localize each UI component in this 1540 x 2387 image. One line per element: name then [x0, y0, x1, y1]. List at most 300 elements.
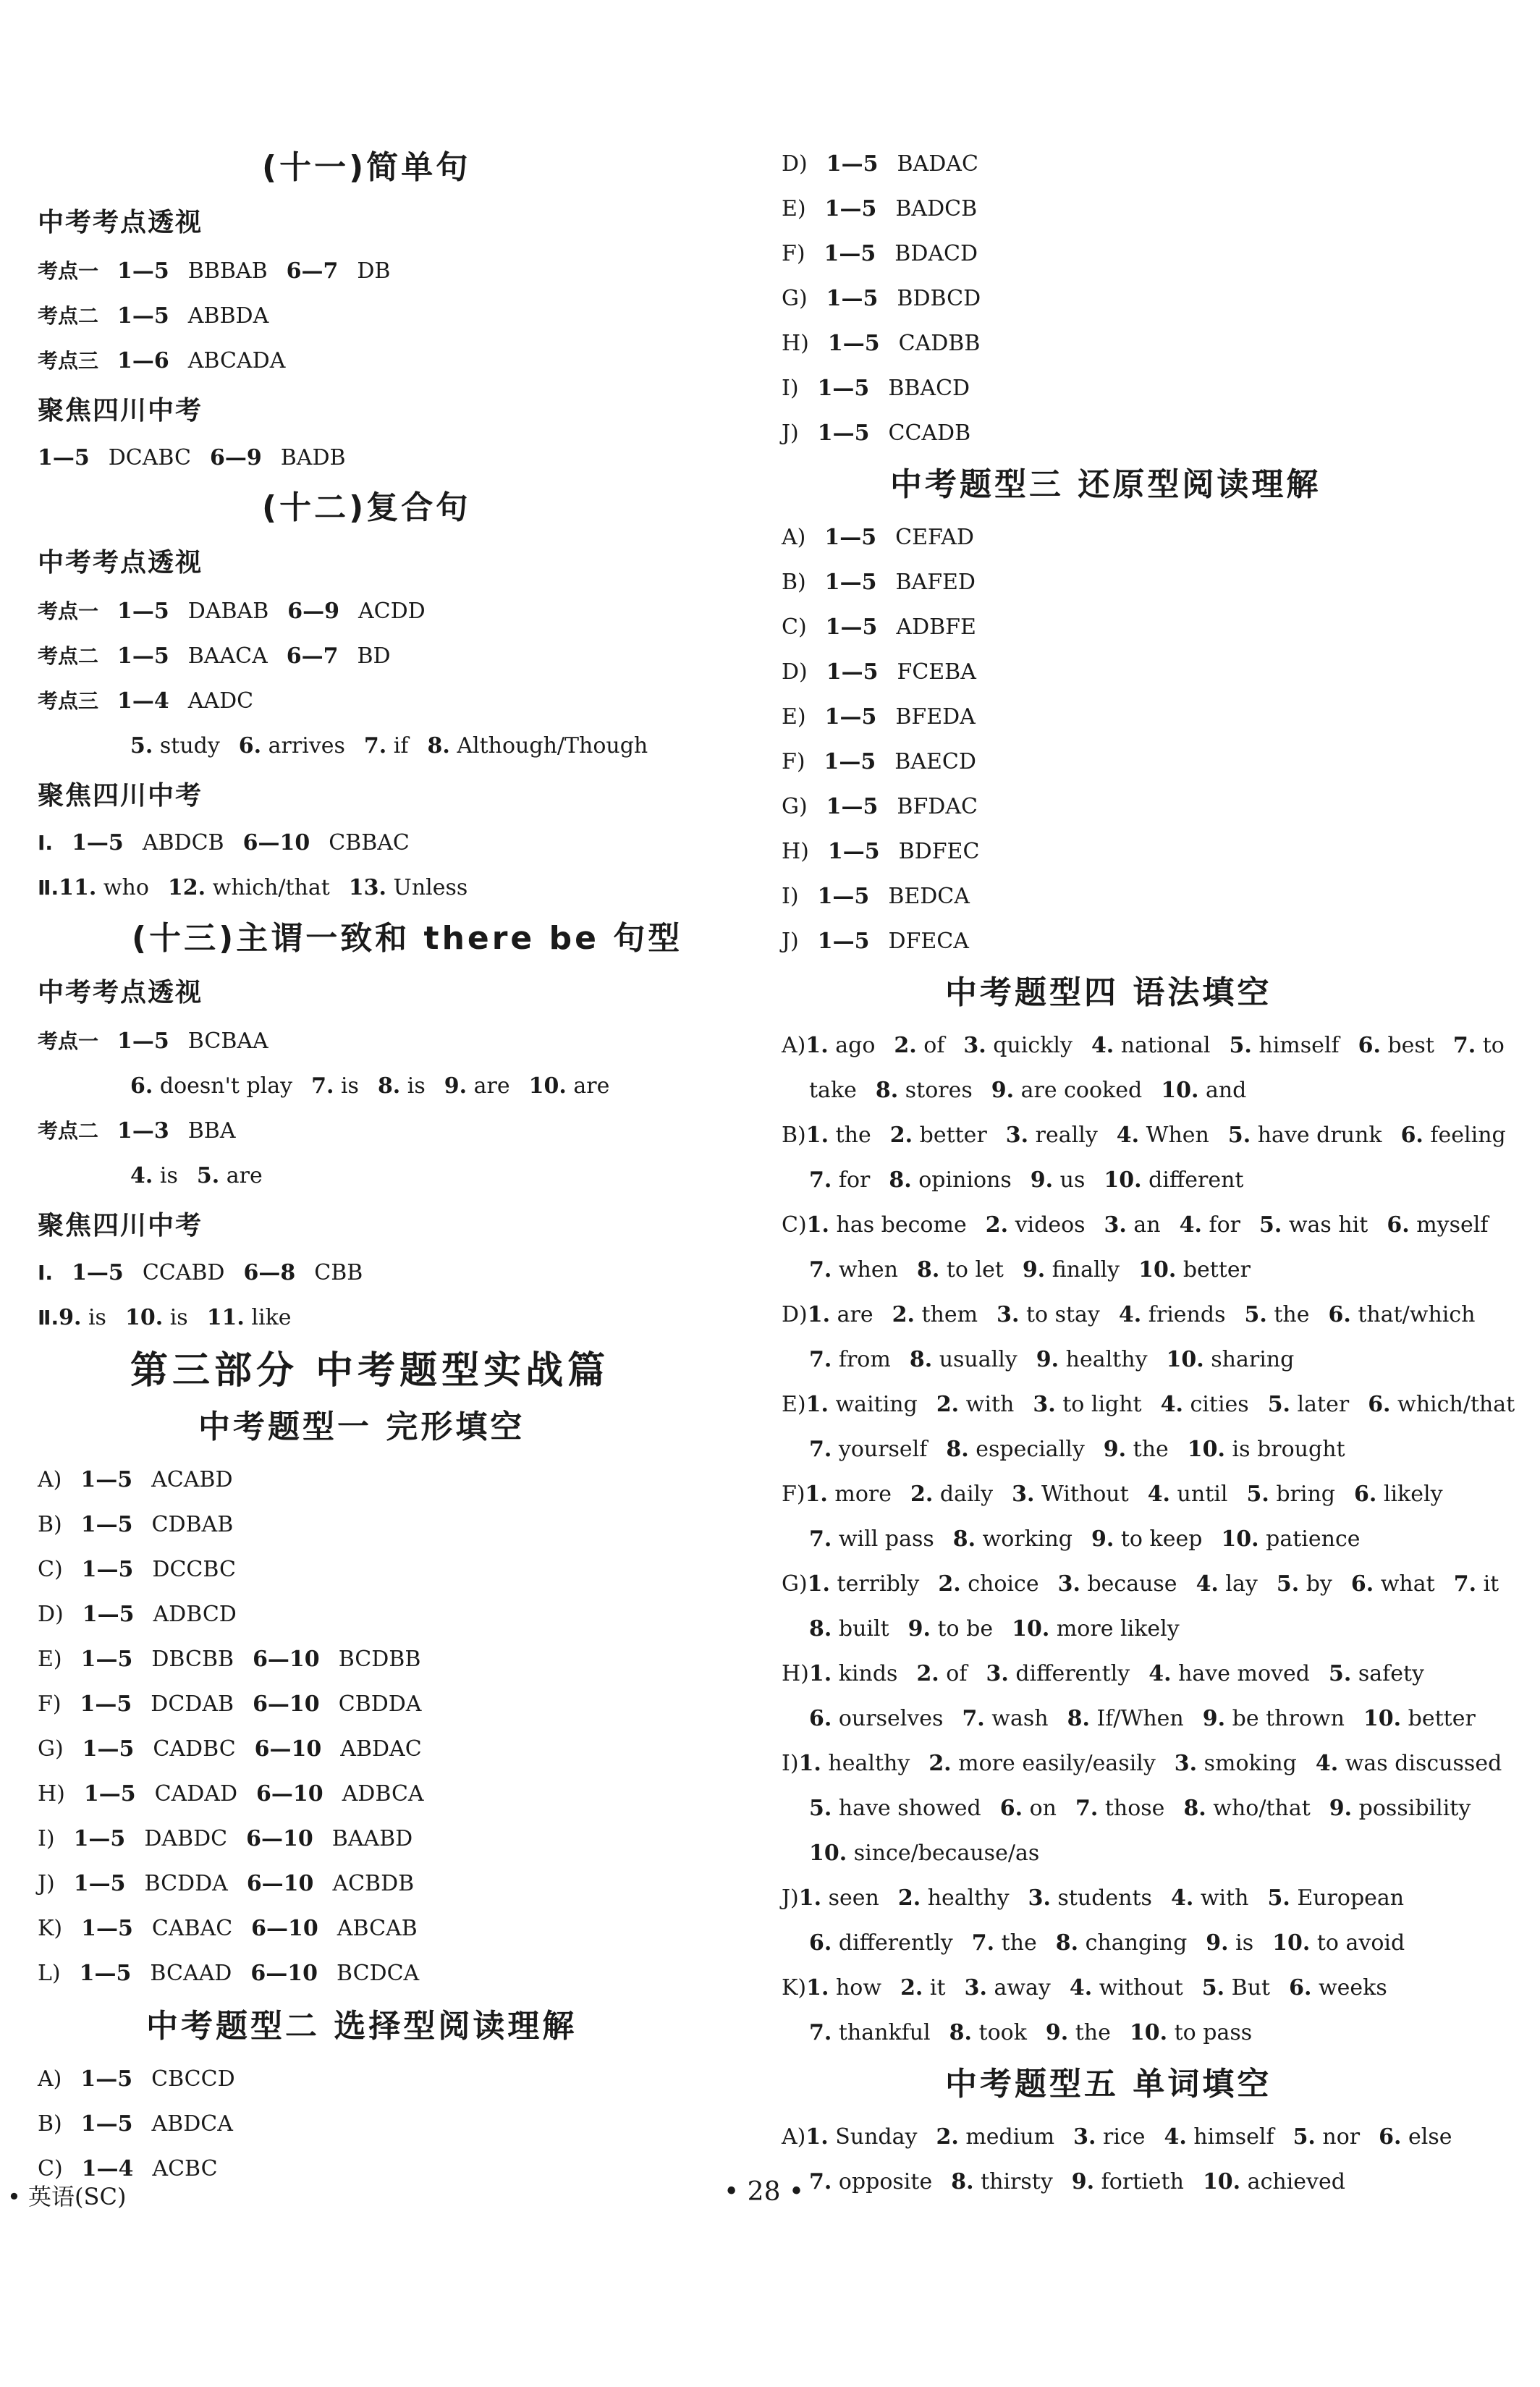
question-number: 11. [206, 1305, 245, 1330]
row-label: B) [782, 570, 806, 595]
row-label: 考点三 [38, 689, 99, 713]
question-number: 10. [1272, 1930, 1311, 1956]
question-number: 1. [806, 1212, 829, 1238]
answer-text: to [1476, 1033, 1505, 1058]
answer-key: BFEDA [895, 704, 976, 730]
answer-text: how [829, 1975, 882, 2001]
question-number: 9. [908, 1616, 931, 1642]
answer-row [782, 796, 978, 818]
question-number: 8. [909, 1347, 933, 1372]
answer-row [38, 258, 391, 284]
question-number: 7. [809, 1257, 832, 1283]
question-number: 3. [997, 1302, 1020, 1327]
question-range: 1—5 [83, 1781, 136, 1807]
question-number: 10. [809, 1841, 847, 1866]
answer-text: for [1201, 1212, 1240, 1238]
answer-text: seen [821, 1885, 879, 1911]
answer-key: CADBC [153, 1736, 236, 1762]
question-range: 1—5 [826, 659, 879, 685]
question-number: 5. [1227, 1123, 1251, 1148]
fill-row [38, 877, 468, 899]
answer-key: ACBC [152, 2156, 218, 2181]
question-number: 6. [1358, 1033, 1381, 1058]
question-number: 10. [1012, 1616, 1050, 1642]
answer-text: weeks [1311, 1975, 1387, 2001]
answer-key: BFDAC [897, 794, 978, 819]
answer-text: differently [1008, 1661, 1130, 1686]
answer-text: what [1374, 1571, 1435, 1597]
answer-text: the [994, 1930, 1037, 1956]
answer-key: ABBDA [187, 303, 269, 329]
answer-row [38, 601, 426, 622]
row-label: F) [782, 749, 805, 774]
subsection-title: 聚焦四川中考 [38, 396, 203, 426]
answer-text: quickly [986, 1033, 1072, 1058]
answer-key: ACDD [358, 599, 426, 624]
question-range: 1—5 [824, 749, 876, 774]
question-number: 1. [805, 1482, 828, 1507]
answer-text: sharing [1203, 1347, 1295, 1372]
answer-row [38, 832, 410, 854]
answer-key: BCDBB [338, 1647, 421, 1672]
question-number: 5. [809, 1796, 832, 1821]
row-label: J) [782, 1885, 799, 1911]
question-number: 10. [1166, 1347, 1204, 1372]
fill-row [809, 1349, 1294, 1371]
answer-text: who/that [1206, 1796, 1311, 1821]
answer-key: DCABC [108, 445, 191, 470]
answer-row [38, 2066, 235, 2092]
question-number: 3. [1033, 1392, 1056, 1417]
answer-text: when [832, 1257, 898, 1283]
question-number: 9. [1071, 2169, 1095, 2194]
question-number: 3. [1073, 2124, 1096, 2150]
answer-text: changing [1078, 1930, 1188, 1956]
question-range: 1—5 [117, 643, 169, 669]
answer-text: of [939, 1661, 968, 1686]
row-label: A) [782, 525, 806, 550]
row-label: 考点一 [38, 259, 99, 283]
answer-text: videos [1008, 1212, 1086, 1238]
answer-key: ADBCA [342, 1781, 424, 1807]
question-range: 6—10 [253, 1647, 320, 1672]
question-range: 1—5 [117, 1028, 169, 1054]
answer-text: national [1114, 1033, 1211, 1058]
answer-key: CBBAC [329, 830, 410, 855]
answer-key: CBB [314, 1260, 363, 1285]
question-number: 3. [963, 1033, 986, 1058]
question-range: 6—9 [209, 445, 262, 470]
fill-row [782, 1394, 1515, 1416]
question-number: 6. [1353, 1482, 1377, 1507]
question-number: 3. [1005, 1123, 1029, 1148]
answer-text: healthy [921, 1885, 1010, 1911]
question-number: 4. [1179, 1212, 1202, 1238]
answer-text: from [832, 1347, 891, 1372]
section-title: 中考题型四 语法填空 [945, 974, 1272, 1011]
answer-text: an [1126, 1212, 1161, 1238]
question-range: 6—7 [286, 258, 339, 284]
answer-key: BDACD [894, 241, 978, 266]
question-number: 10. [1202, 2169, 1241, 2194]
question-range: 6—10 [250, 1961, 318, 1986]
question-number: 2. [894, 1033, 917, 1058]
question-number: 6. [999, 1796, 1023, 1821]
question-number: 2. [938, 1571, 961, 1597]
answer-text: on [1023, 1796, 1057, 1821]
answer-text: who [96, 875, 149, 900]
answer-text: healthy [1059, 1347, 1148, 1372]
question-number: 1. [805, 1123, 829, 1148]
question-number: 1. [807, 1571, 830, 1597]
answer-text: students [1050, 1885, 1152, 1911]
answer-text: are [566, 1073, 610, 1099]
answer-key: ABDCA [151, 2111, 233, 2137]
row-label: C) [782, 1212, 807, 1238]
answer-text: best [1380, 1033, 1434, 1058]
answer-text: better [1401, 1706, 1476, 1731]
answer-key: FCEBA [897, 659, 976, 685]
answer-key: ABDAC [340, 1736, 422, 1762]
row-label: G) [782, 1571, 808, 1597]
row-label: I) [782, 884, 799, 909]
row-label: H) [782, 331, 809, 356]
fill-row [809, 1932, 1405, 1954]
answer-text: are [467, 1073, 510, 1099]
question-number: 5. [1229, 1033, 1252, 1058]
answer-row [38, 2113, 233, 2135]
answer-text: If/When [1089, 1706, 1184, 1731]
answer-row [38, 1736, 422, 1762]
answer-text: is brought [1225, 1437, 1345, 1462]
question-number: 2. [985, 1212, 1009, 1238]
answer-text: is [400, 1073, 426, 1099]
answer-text: ago [828, 1033, 876, 1058]
question-number: 4. [130, 1163, 153, 1188]
row-label: G) [782, 794, 808, 819]
question-range: 1—5 [827, 839, 880, 864]
answer-text: working [976, 1526, 1072, 1552]
question-range: 6—10 [251, 1916, 318, 1941]
question-range: 6—10 [256, 1781, 323, 1807]
question-range: 1—5 [826, 151, 879, 177]
fill-row [782, 1484, 1443, 1505]
question-number: 2. [928, 1751, 952, 1776]
answer-text: Sunday [828, 2124, 918, 2150]
answer-row [38, 305, 268, 327]
fill-row [782, 1663, 1424, 1685]
fill-row [782, 1573, 1499, 1595]
question-number: 8. [949, 2020, 972, 2045]
question-number: 5. [1267, 1392, 1291, 1417]
row-label: K) [38, 1916, 63, 1941]
answer-text: more likely [1049, 1616, 1180, 1642]
answer-text: choice [960, 1571, 1039, 1597]
row-label: B) [38, 2111, 62, 2137]
answer-row [782, 886, 970, 908]
question-number: 6. [1350, 1571, 1374, 1597]
answer-key: BCDCA [336, 1961, 420, 1986]
question-range: 1—4 [117, 688, 169, 714]
answer-key: BD [357, 643, 391, 669]
question-number: 7. [809, 1437, 832, 1462]
answer-text: European [1290, 1885, 1405, 1911]
row-label: I) [38, 1826, 55, 1851]
fill-row [809, 1708, 1476, 1730]
answer-text: have drunk [1251, 1123, 1382, 1148]
answer-text: more easily/easily [951, 1751, 1156, 1776]
subsection-title: 聚焦四川中考 [38, 781, 203, 811]
question-range: 1—5 [825, 614, 878, 640]
fill-row [782, 1885, 1405, 1911]
answer-text: which/that [1390, 1392, 1515, 1417]
question-number: 10. [1363, 1706, 1402, 1731]
question-range: 1—5 [80, 2066, 133, 2092]
answer-key: ACBDB [332, 1871, 415, 1896]
question-range: 1—5 [73, 1871, 126, 1896]
question-number: 9. [1202, 1706, 1226, 1731]
answer-key: ACABD [151, 1467, 233, 1492]
answer-text: healthy [821, 1751, 910, 1776]
answer-key: BADB [280, 445, 346, 470]
answer-text: finally [1045, 1257, 1120, 1283]
row-label: K) [782, 1975, 807, 2001]
question-range: 1—5 [72, 1260, 124, 1285]
question-number: 4. [1170, 1885, 1194, 1911]
answer-text: achieved [1240, 2169, 1345, 2194]
answer-text: have showed [832, 1796, 981, 1821]
question-number: 8. [952, 1526, 976, 1552]
row-label: Ⅰ. [38, 1261, 54, 1285]
question-number: 8. [1183, 1796, 1206, 1821]
question-range: 1—5 [817, 929, 870, 954]
section-title: 中考题型一 完形填空 [198, 1408, 525, 1445]
question-range: 1—5 [817, 376, 870, 401]
question-range: 1—5 [824, 525, 877, 550]
answer-key: ABDCB [142, 830, 224, 855]
answer-text: yourself [832, 1437, 928, 1462]
answer-text: differently [832, 1930, 953, 1956]
answer-text: and [1198, 1078, 1247, 1103]
answer-text: fortieth [1094, 2169, 1184, 2194]
answer-key: ADBFE [896, 614, 976, 640]
section-title: (十三)主谓一致和 there be 句型 [132, 920, 683, 957]
question-number: 6. [1289, 1975, 1312, 2001]
answer-key: BCDDA [144, 1871, 228, 1896]
question-number: 3. [1174, 1751, 1198, 1776]
answer-row [782, 614, 976, 640]
row-label: F) [782, 241, 805, 266]
question-number: 6. [1387, 1212, 1410, 1238]
question-range: 1—5 [81, 1557, 134, 1582]
subsection-title: 中考考点透视 [38, 548, 203, 578]
question-number: 7. [809, 1526, 832, 1552]
question-number: 4. [1091, 1033, 1114, 1058]
question-number: 9. [1091, 1526, 1114, 1552]
question-number: 5. [1244, 1302, 1267, 1327]
answer-key: BCAAD [150, 1961, 232, 1986]
question-number: 5. [196, 1163, 220, 1188]
question-range: 1—5 [38, 445, 90, 470]
answer-text: since/because/as [847, 1841, 1040, 1866]
row-label: 考点二 [38, 1119, 99, 1143]
question-range: 1—5 [80, 1467, 133, 1492]
answer-text: usually [932, 1347, 1018, 1372]
answer-text: better [1176, 1257, 1251, 1283]
row-label: 考点二 [38, 304, 99, 328]
subsection-title: 聚焦四川中考 [38, 1211, 203, 1241]
answer-key: DFECA [888, 929, 969, 954]
question-number: 2. [916, 1661, 939, 1686]
answer-text: are cooked [1014, 1078, 1143, 1103]
question-number: 10. [1129, 2020, 1168, 2045]
subsection-title: 中考考点透视 [38, 978, 203, 1007]
question-number: 8. [809, 1616, 832, 1642]
question-range: 6—8 [243, 1260, 296, 1285]
answer-text: are [830, 1302, 873, 1327]
question-number: 6. [1379, 2124, 1402, 2150]
answer-key: CADAD [154, 1781, 238, 1807]
question-number: 7. [962, 1706, 985, 1731]
fill-row [809, 2171, 1345, 2193]
answer-key: BBACD [888, 376, 970, 401]
answer-text: of [916, 1033, 945, 1058]
answer-text: the [1266, 1302, 1310, 1327]
question-number: 9. [59, 1305, 82, 1330]
question-number: 3. [1057, 1571, 1080, 1597]
question-number: 10. [1138, 1257, 1177, 1283]
answer-row [38, 1469, 233, 1491]
answer-row [782, 706, 976, 728]
answer-text: with [1193, 1885, 1249, 1911]
answer-text: study [153, 733, 220, 759]
answer-text: feeling [1423, 1123, 1506, 1148]
question-number: 9. [1022, 1257, 1046, 1283]
question-number: 9. [1036, 1347, 1059, 1372]
question-number: 6. [809, 1706, 832, 1731]
answer-text: with [959, 1392, 1015, 1417]
question-range: 1—3 [117, 1118, 169, 1144]
answer-key: DBCBB [151, 1647, 234, 1672]
question-range: 6—10 [242, 830, 310, 855]
question-range: 6—10 [246, 1871, 314, 1896]
answer-key: BADCB [895, 196, 978, 221]
row-label: D) [782, 659, 808, 685]
row-label: H) [38, 1781, 65, 1807]
question-range: 6—9 [287, 599, 339, 624]
question-number: 8. [377, 1073, 401, 1099]
row-label: I) [782, 1751, 799, 1776]
answer-row [38, 1559, 236, 1581]
row-label: Ⅰ. [38, 831, 54, 855]
question-number: 1. [805, 1392, 829, 1417]
question-number: 4. [1315, 1751, 1339, 1776]
answer-key: CDBAB [151, 1512, 234, 1537]
answer-row [38, 690, 253, 712]
answer-text: built [832, 1616, 889, 1642]
row-label: 考点二 [38, 644, 99, 668]
answer-text: wash [984, 1706, 1049, 1731]
section-title: (十一)简单句 [262, 149, 471, 186]
question-range: 1—5 [824, 196, 877, 221]
question-range: 1—5 [824, 241, 876, 266]
question-number: 7. [809, 2020, 832, 2045]
section-title: 中考题型五 单词填空 [945, 2066, 1272, 2103]
question-number: 13. [348, 875, 386, 900]
question-number: 6. [130, 1073, 153, 1099]
question-number: 7. [809, 1167, 832, 1193]
question-number: 8. [1067, 1706, 1090, 1731]
answer-text: waiting [828, 1392, 918, 1417]
answer-text: better [913, 1123, 987, 1148]
question-number: 10. [1161, 1078, 1199, 1103]
fill-row [809, 1439, 1345, 1461]
row-label: J) [782, 421, 799, 446]
question-range: 1—5 [80, 1691, 132, 1717]
answer-text: if [386, 733, 409, 759]
answer-row [782, 198, 977, 220]
answer-row [782, 572, 976, 593]
answer-text: later [1290, 1392, 1350, 1417]
answer-text: Without [1034, 1482, 1129, 1507]
answer-key: DCCBC [152, 1557, 236, 1582]
row-label: E) [782, 1392, 806, 1417]
answer-text: the [829, 1123, 871, 1148]
answer-text: which/that [206, 875, 330, 900]
fill-row [809, 1798, 1471, 1820]
answer-text: the [1126, 1437, 1169, 1462]
answer-text: When [1139, 1123, 1209, 1148]
answer-text: friends [1141, 1302, 1226, 1327]
row-label: Ⅱ. [38, 1306, 59, 1330]
question-number: 7. [363, 733, 387, 759]
question-range: 1—5 [817, 421, 870, 446]
question-range: 1—5 [80, 1647, 133, 1672]
answer-text: lay [1218, 1571, 1258, 1597]
question-number: 9. [1103, 1437, 1127, 1462]
answer-text: thankful [832, 2020, 931, 2045]
answer-text: like [244, 1305, 292, 1330]
answer-text: thirsty [973, 2169, 1053, 2194]
question-number: 10. [1221, 1526, 1259, 1552]
answer-row [38, 1120, 236, 1142]
question-range: 1—4 [81, 2156, 134, 2181]
row-label: H) [782, 1661, 809, 1686]
row-label: A) [782, 1033, 806, 1058]
question-number: 5. [1276, 1571, 1300, 1597]
answer-key: CBCCD [151, 2066, 235, 2092]
row-label: C) [38, 1557, 63, 1582]
answer-key: CBDDA [338, 1691, 422, 1717]
row-label: C) [38, 2156, 63, 2181]
question-range: 1—5 [80, 1512, 133, 1537]
question-number: 1. [807, 1302, 831, 1327]
fill-row [782, 1977, 1387, 1999]
answer-text: opinions [911, 1167, 1012, 1193]
answer-text: was discussed [1338, 1751, 1502, 1776]
fill-row [809, 1618, 1180, 1640]
answer-row [38, 1514, 233, 1536]
fill-row [809, 1526, 1361, 1552]
row-label: I) [782, 376, 799, 401]
fill-row [782, 1753, 1502, 1775]
question-number: 2. [897, 1885, 921, 1911]
question-number: 3. [1028, 1885, 1051, 1911]
question-range: 1—5 [73, 1826, 126, 1851]
question-number: 4. [1196, 1571, 1219, 1597]
answer-text: is [163, 1305, 188, 1330]
answer-text: nor [1315, 2124, 1361, 2150]
